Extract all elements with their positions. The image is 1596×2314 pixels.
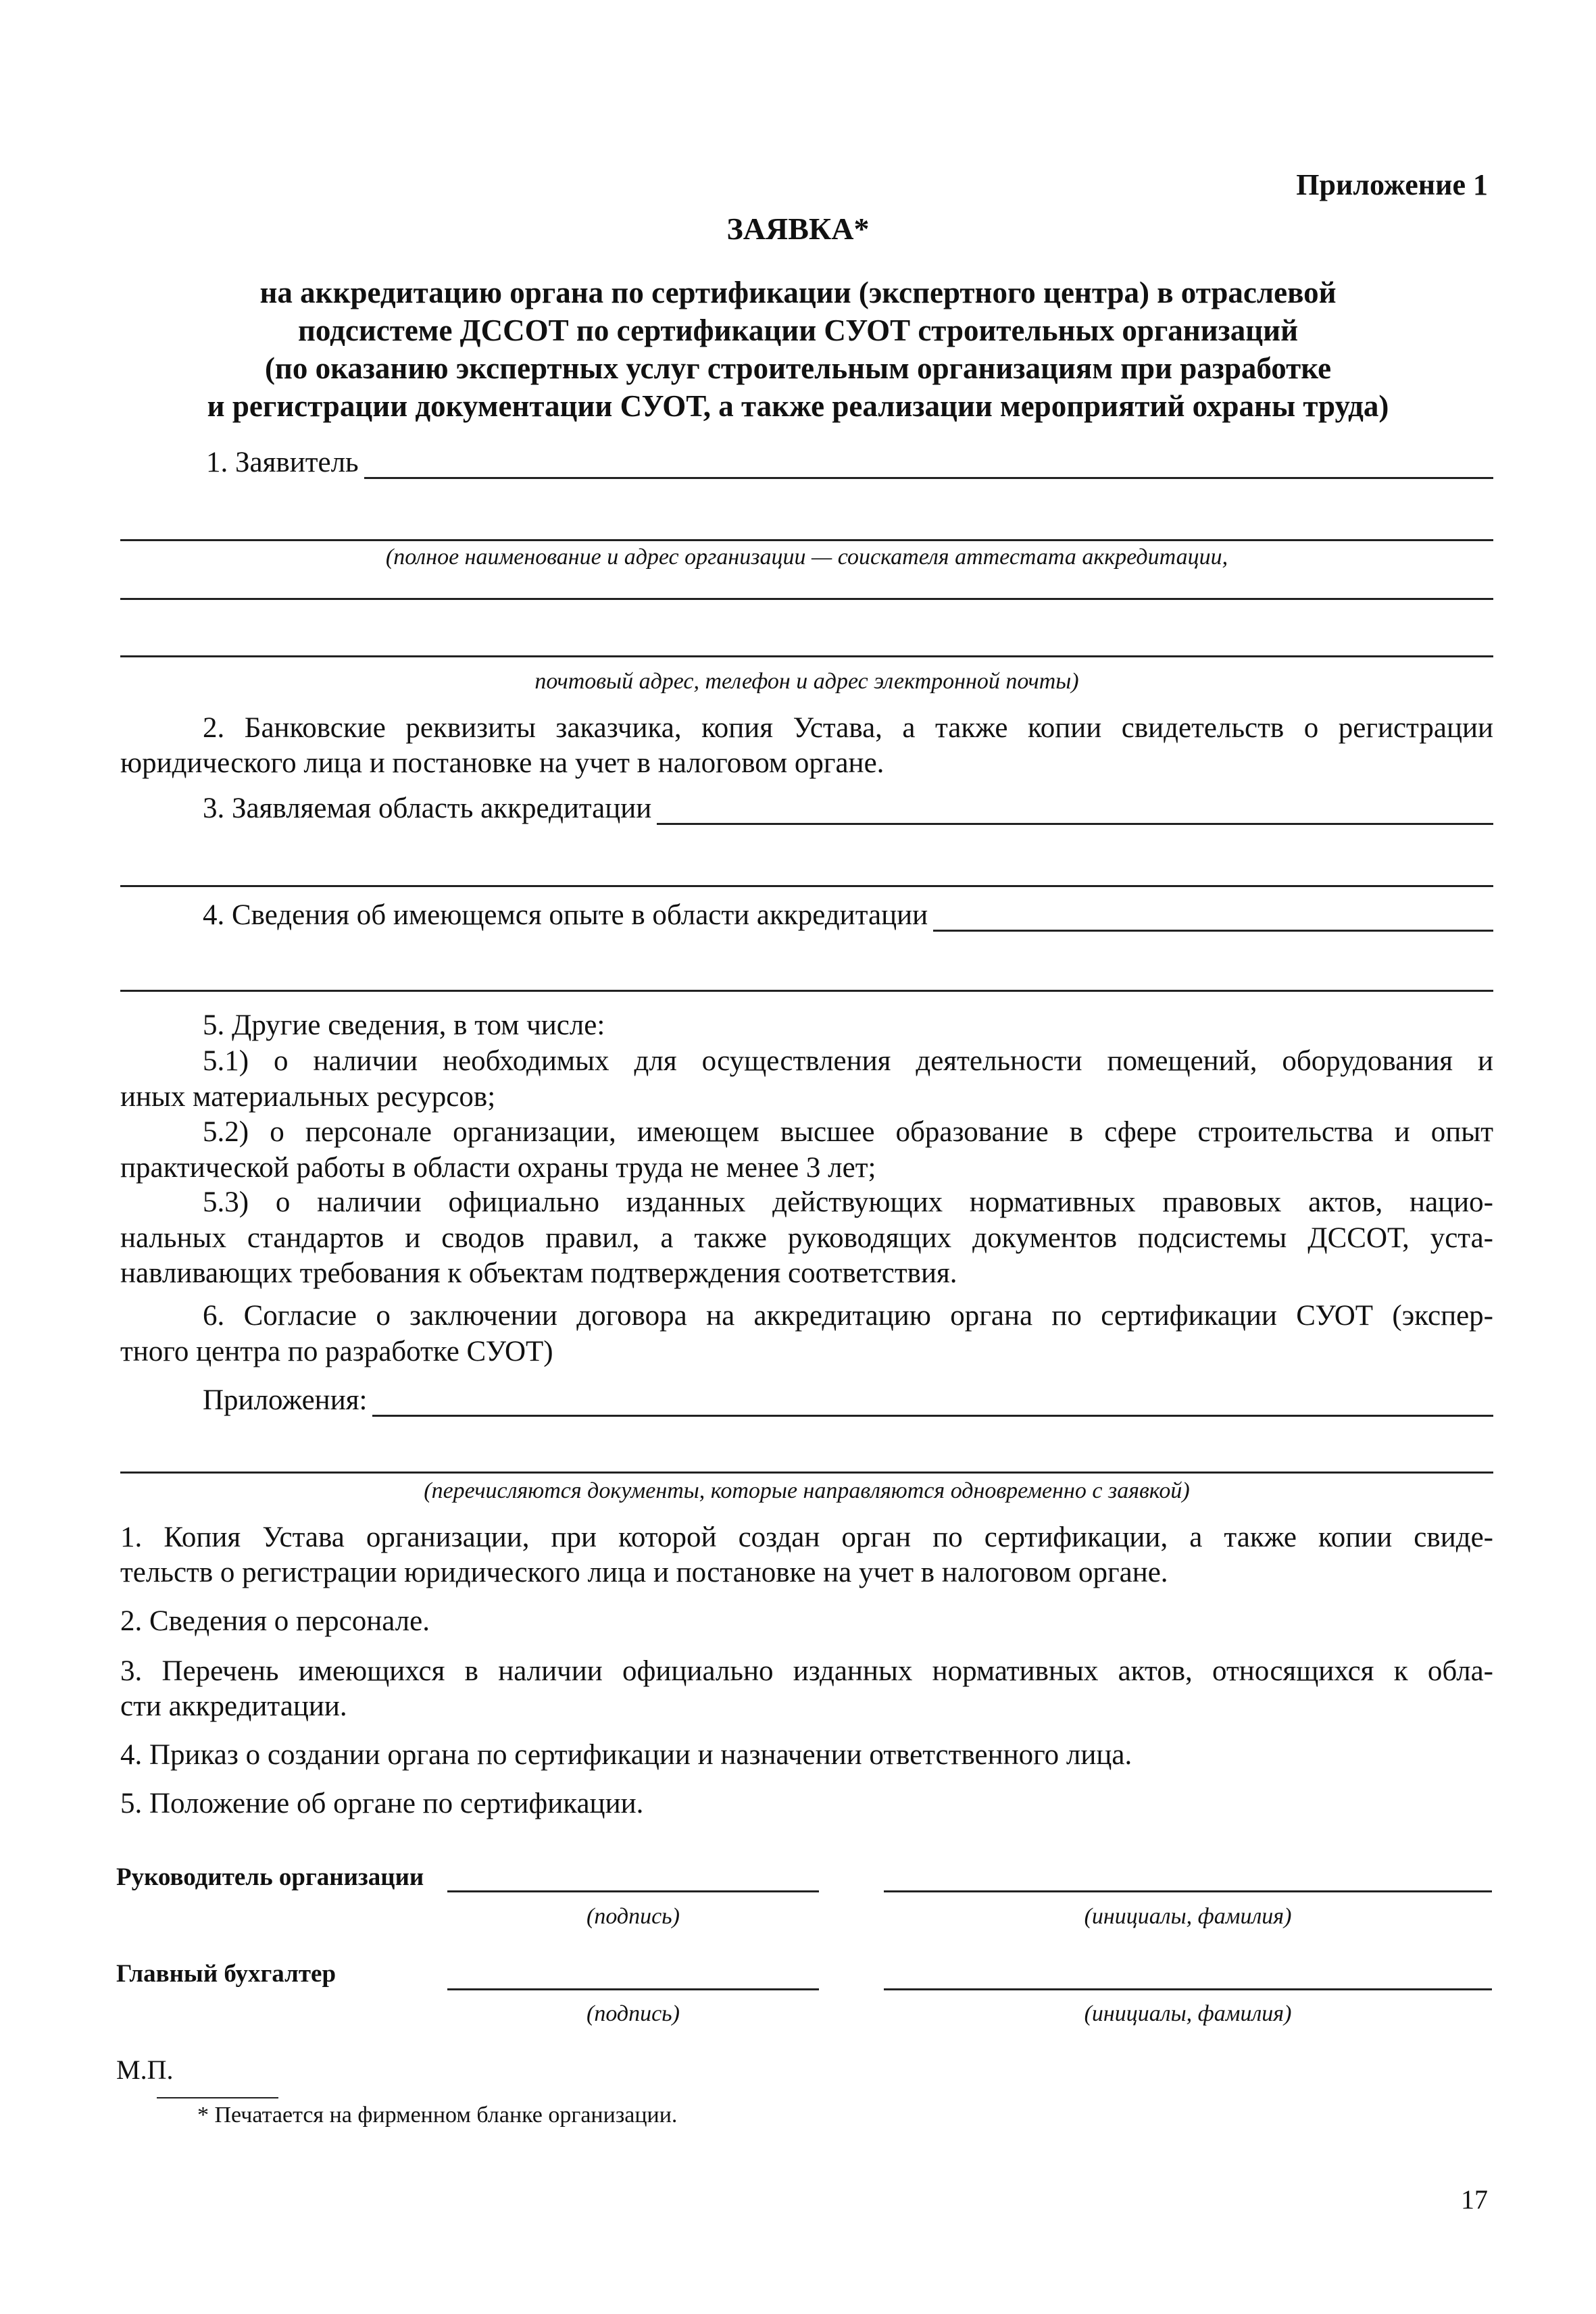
footnote-text: * Печатается на фирменном бланке организации. bbox=[197, 2103, 678, 2128]
document-title: ЗАЯВКА* bbox=[726, 211, 870, 246]
experience-input-line[interactable] bbox=[933, 905, 1493, 932]
item5-line-2: 5.1) о наличии необходимых для осуществления деятельности помещений, оборудования и bbox=[203, 1045, 1493, 1077]
item6-line-2: тного центра по разработке СУОТ) bbox=[120, 1336, 553, 1367]
applicant-line-4[interactable] bbox=[120, 655, 1493, 657]
accreditation-scope-line-2[interactable] bbox=[120, 885, 1493, 887]
attachment-5: 5. Положение об органе по сертификации. bbox=[120, 1788, 644, 1819]
applicant-field bbox=[206, 446, 1493, 479]
accreditation-scope-label: 3. Заявляемая область аккредитации bbox=[203, 793, 652, 824]
item5-line-5: практической работы в области охраны труда не менее 3 лет; bbox=[120, 1152, 876, 1184]
accreditation-scope-input-line[interactable] bbox=[657, 799, 1493, 825]
applicant-label: 1. Заявитель bbox=[206, 447, 359, 478]
item5-line-7: нальных стандартов и сводов правил, а также руководящих документов подсистемы ДССОТ, уста- bbox=[120, 1222, 1493, 1254]
item5-line-8: навливающих требования к объектам подтверждения соответствия. bbox=[120, 1257, 957, 1289]
experience-label: 4. Сведения об имеющемся опыте в области аккредитации bbox=[203, 899, 928, 931]
accountant-name-line[interactable] bbox=[884, 1988, 1492, 1990]
accreditation-scope-field bbox=[203, 792, 1493, 825]
accountant-signature-label: Главный бухгалтер bbox=[116, 1960, 336, 1988]
attachment-3-line-1: 3. Перечень имеющихся в наличии официально изданных нормативных актов, относящихся к обла- bbox=[120, 1655, 1493, 1687]
attachments-line-2[interactable] bbox=[120, 1472, 1493, 1474]
head-signature-caption: (подпись) bbox=[587, 1904, 680, 1929]
head-signature-label: Руководитель организации bbox=[116, 1863, 424, 1891]
item5-line-6: 5.3) о наличии официально изданных действующих нормативных правовых актов, нацио- bbox=[203, 1186, 1493, 1218]
subtitle-line: подсистеме ДССОТ по сертификации СУОТ строительных организаций bbox=[297, 313, 1299, 347]
applicant-line-2[interactable] bbox=[120, 539, 1493, 541]
accountant-signature-line[interactable] bbox=[447, 1988, 819, 1990]
footnote-separator bbox=[157, 2097, 278, 2098]
attachments-input-line[interactable] bbox=[372, 1390, 1493, 1417]
accountant-name-caption: (инициалы, фамилия) bbox=[1084, 2001, 1292, 2026]
subtitle-line: на аккредитацию органа по сертификации (экспертного центра) в отраслевой bbox=[259, 276, 1337, 309]
subtitle-block bbox=[0, 274, 1596, 425]
experience-field bbox=[203, 899, 1493, 932]
item6-line-1: 6. Согласие о заключении договора на аккредитацию органа по сертификации СУОТ (экспер- bbox=[203, 1300, 1493, 1332]
head-signature-line[interactable] bbox=[447, 1890, 819, 1892]
attachments-field bbox=[203, 1384, 1493, 1417]
head-name-caption: (инициалы, фамилия) bbox=[1084, 1904, 1292, 1929]
experience-line-2[interactable] bbox=[120, 990, 1493, 992]
item2-line-2: юридического лица и постановке на учет в налоговом органе. bbox=[120, 747, 884, 779]
attachments-label: Приложения: bbox=[203, 1384, 368, 1416]
page-number: 17 bbox=[1461, 2184, 1488, 2215]
applicant-line-3[interactable] bbox=[120, 598, 1493, 600]
head-name-line[interactable] bbox=[884, 1890, 1492, 1892]
attachments-caption: (перечисляются документы, которые направляются одновременно с заявкой) bbox=[424, 1478, 1190, 1503]
accountant-signature-caption: (подпись) bbox=[587, 2001, 680, 2026]
stamp-label: М.П. bbox=[116, 2055, 174, 2085]
item5-line-3: иных материальных ресурсов; bbox=[120, 1081, 496, 1113]
applicant-caption-1: (полное наименование и адрес организации — соискателя аттестата аккредитации, bbox=[385, 545, 1228, 570]
attachment-1-line-1: 1. Копия Устава организации, при которой создан орган по сертификации, а также копии свиде- bbox=[120, 1521, 1493, 1553]
item2-line-1: 2. Банковские реквизиты заказчика, копия Устава, а также копии свидетельств о регистрации bbox=[203, 712, 1493, 744]
attachment-1-line-2: тельств о регистрации юридического лица и постановке на учет в налоговом органе. bbox=[120, 1557, 1168, 1588]
applicant-input-line[interactable] bbox=[364, 453, 1493, 479]
appendix-label: Приложение 1 bbox=[1296, 168, 1488, 201]
item5-line-4: 5.2) о персонале организации, имеющем высшее образование в сфере строительства и опыт bbox=[203, 1116, 1493, 1148]
subtitle-line: (по оказанию экспертных услуг строительным организациям при разработке bbox=[264, 351, 1332, 385]
subtitle-line: и регистрации документации СУОТ, а также реализации мероприятий охраны труда) bbox=[207, 389, 1389, 423]
applicant-caption-2: почтовый адрес, телефон и адрес электронной почты) bbox=[534, 669, 1079, 694]
item5-line-1: 5. Другие сведения, в том числе: bbox=[203, 1009, 605, 1041]
attachment-3-line-2: сти аккредитации. bbox=[120, 1690, 347, 1722]
attachment-2: 2. Сведения о персонале. bbox=[120, 1605, 430, 1637]
attachment-4: 4. Приказ о создании органа по сертификации и назначении ответственного лица. bbox=[120, 1739, 1132, 1771]
